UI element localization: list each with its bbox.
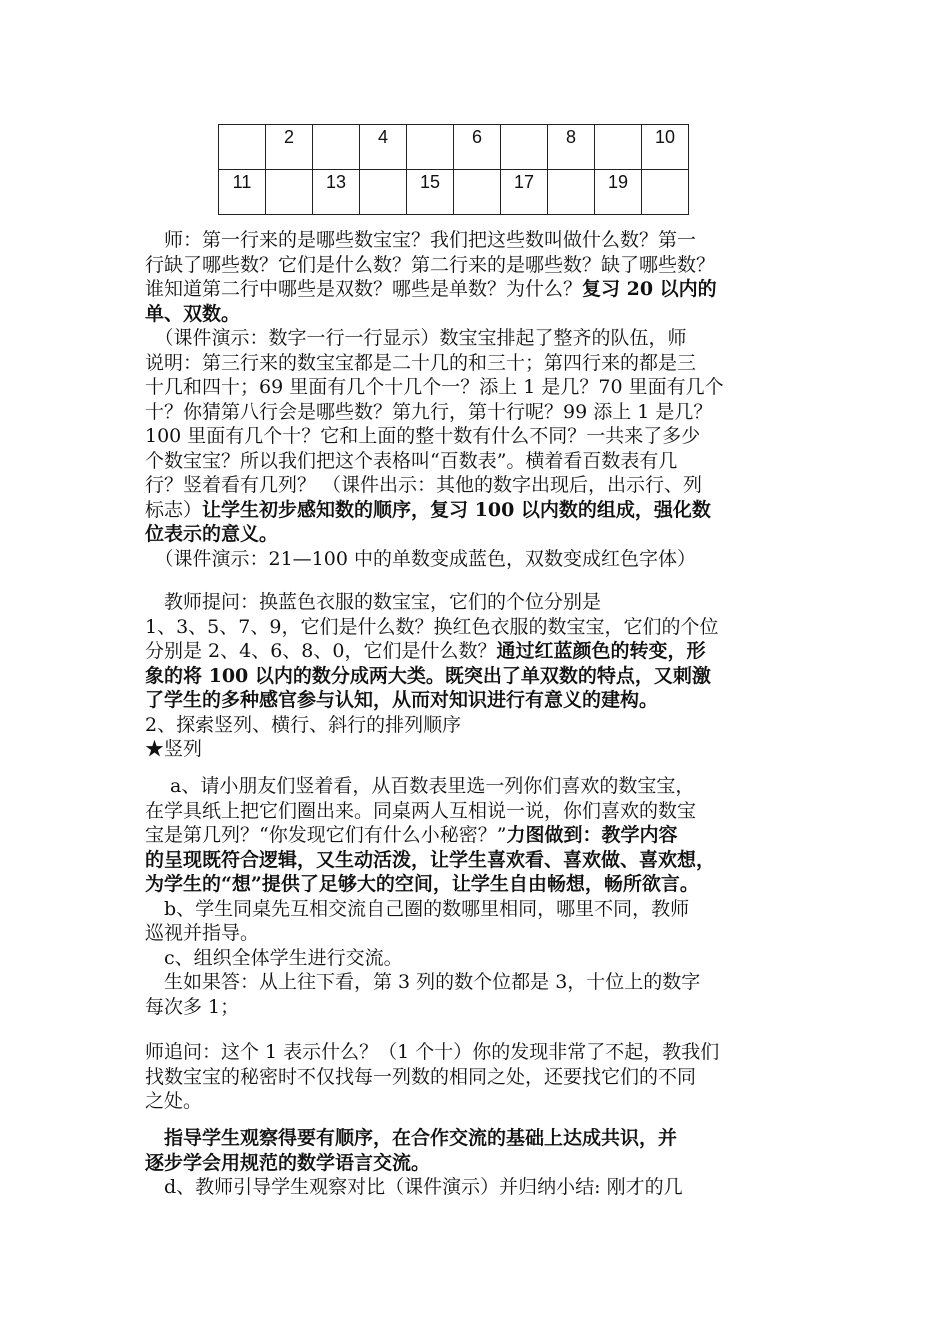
table-cell [595, 170, 642, 215]
table-cell [219, 170, 266, 215]
table-cell [595, 125, 642, 170]
table-cell [501, 125, 548, 170]
bold-text: 指导学生观察得要有顺序，在合作交流的基础上达成共识，并 [145, 1127, 678, 1149]
bold-text: 了学生的多种感官参与认知，从而对知识进行有意义的建构。 [145, 689, 659, 711]
table-cell [313, 125, 360, 170]
text-run: 十几和四十；69 里面有几个十几个一？添上 1 是几？70 里面有几个 [145, 376, 724, 398]
bold-text: 复习 20 以内的 [582, 278, 717, 300]
cell-number: 6 [471, 127, 482, 147]
text-run: 1、3、5、7、9，它们是什么数？换红色衣服的数宝宝，它们的个位 [145, 615, 719, 638]
text-run: c、组织全体学生进行交流。 [145, 946, 403, 969]
cell-number: 10 [654, 127, 676, 147]
text-line [145, 1126, 815, 1151]
text-line [145, 424, 815, 449]
text-run: 100 里面有几个十？它和上面的整十数有什么不同？一共来了多少 [145, 425, 701, 447]
text-line [145, 375, 815, 400]
text-run: 每次多 1； [145, 995, 240, 1018]
bold-text: 的呈现既符合逻辑，又生动活泼，让学生喜欢看、喜欢做、喜欢想， [145, 848, 716, 871]
paragraph-block [145, 1126, 815, 1200]
text-line [145, 302, 815, 327]
text-run: （课件演示：21—100 中的单数变成蓝色，双数变成红色字体） [145, 547, 696, 570]
cell-number: 11 [232, 172, 252, 192]
text-line [145, 473, 815, 498]
bold-text: 力图做到：教学内容 [506, 824, 678, 846]
text-run: 标志） [145, 498, 203, 521]
bold-text: 单、双数。 [145, 302, 241, 325]
text-line [145, 590, 815, 615]
table-cell [313, 170, 360, 215]
text-line [145, 737, 815, 762]
number-table [218, 124, 689, 215]
table-cell [360, 170, 407, 215]
text-run: ★竖列 [145, 738, 203, 760]
table-cell [219, 125, 266, 170]
text-line [145, 351, 815, 376]
table-cell [266, 170, 313, 215]
table-row [219, 125, 689, 170]
text-line [145, 277, 815, 302]
table-cell [360, 125, 407, 170]
cell-number: 15 [419, 172, 441, 192]
cell-number: 2 [283, 127, 294, 147]
text-run: 师追问：这个 1 表示什么？（1 个十）你的发现非常了不起，教我们 [145, 1041, 720, 1063]
text-line [145, 995, 815, 1020]
text-line [145, 498, 815, 523]
text-line [145, 921, 815, 946]
text-line [145, 326, 815, 351]
table-cell [407, 125, 454, 170]
table-cell [454, 170, 501, 215]
text-run: d、教师引导学生观察对比（课件演示）并归纳小结: 刚才的几 [145, 1176, 683, 1198]
text-line [145, 1089, 815, 1114]
bold-text: 让学生初步感知数的顺序，复习 100 以内数的组成，强化数 [202, 498, 711, 521]
bold-text: 通过红蓝颜色的转变，形 [496, 640, 706, 662]
cell-number: 8 [565, 127, 576, 147]
text-line [145, 848, 815, 873]
text-run: 谁知道第二行中哪些是双数？哪些是单数？为什么？ [145, 278, 583, 300]
text-run: 2、探索竖列、横行、斜行的排列顺序 [145, 713, 462, 736]
table-cell [501, 170, 548, 215]
text-run: 说明：第三行来的数宝宝都是二十几的和三十；第四行来的都是三 [145, 351, 697, 374]
paragraph-block [145, 774, 815, 1019]
text-line [145, 400, 815, 425]
bold-text: 逐步学会用规范的数学语言交流。 [145, 1151, 431, 1174]
table-cell [548, 170, 595, 215]
cell-number: 17 [513, 172, 535, 192]
text-line [145, 228, 815, 253]
text-run: b、学生同桌先互相交流自己圈的数哪里相同，哪里不同，教师 [145, 897, 690, 920]
bold-text: 象的将 100 以内的数分成两大类。既突出了单双数的特点，又刺激 [145, 664, 711, 687]
text-line [145, 872, 815, 897]
text-run: 师：第一行来的是哪些数宝宝？我们把这些数叫做什么数？第一 [145, 229, 697, 251]
text-line [145, 823, 815, 848]
text-line [145, 897, 815, 922]
text-run: a、请小朋友们竖着看，从百数表里选一列你们喜欢的数宝宝， [145, 775, 695, 797]
bold-text: 位表示的意义。 [145, 523, 279, 545]
text-line [145, 774, 815, 799]
text-line [145, 253, 815, 278]
text-line [145, 1151, 815, 1176]
text-line [145, 688, 815, 713]
text-run: 之处。 [145, 1090, 203, 1112]
text-run: 行？竖着看有几列？ （课件出示：其他的数字出现后，出示行、列 [145, 474, 703, 496]
text-run: 宝是第几列？“你发现它们有什么小秘密？” [145, 824, 507, 846]
table-cell [454, 125, 501, 170]
text-line [145, 1040, 815, 1065]
text-line [145, 639, 815, 664]
text-run: 生如果答：从上往下看，第 3 列的数个位都是 3，十位上的数字 [145, 971, 701, 993]
table-row [219, 170, 689, 215]
text-run: 十？你猜第八行会是哪些数？第九行，第十行呢？99 添上 1 是几？ [145, 400, 713, 423]
text-line [145, 664, 815, 689]
text-line [145, 970, 815, 995]
text-line [145, 522, 815, 547]
cell-number: 4 [377, 127, 388, 147]
text-line [145, 946, 815, 971]
text-line [145, 1065, 815, 1090]
text-run: 教师提问：换蓝色衣服的数宝宝，它们的个位分别是 [145, 591, 602, 613]
text-run: 行缺了哪些数？它们是什么数？第二行来的是哪些数？缺了哪些数？ [145, 253, 716, 276]
text-run: 在学具纸上把它们圈出来。同桌两人互相说一说，你们喜欢的数宝 [145, 799, 697, 822]
text-run: 巡视并指导。 [145, 922, 260, 944]
text-line [145, 615, 815, 640]
paragraph-block [145, 228, 815, 571]
text-line [145, 449, 815, 474]
text-run: 分别是 2、4、6、8、0，它们是什么数？ [145, 640, 497, 662]
paragraph-block [145, 590, 815, 762]
text-line [145, 547, 815, 572]
bold-text: 为学生的“想”提供了足够大的空间，让学生自由畅想，畅所欲言。 [145, 873, 699, 895]
table-cell [642, 170, 689, 215]
table-cell [642, 125, 689, 170]
paragraph-block [145, 1040, 815, 1114]
text-run: 个数宝宝？所以我们把这个表格叫“百数表”。横着看百数表有几 [145, 449, 678, 472]
cell-number: 19 [607, 172, 629, 192]
cell-number: 13 [325, 172, 347, 192]
table-cell [407, 170, 454, 215]
table-cell [548, 125, 595, 170]
text-line [145, 713, 815, 738]
text-line [145, 1175, 815, 1200]
table-cell [266, 125, 313, 170]
text-line [145, 799, 815, 824]
text-run: 找数宝宝的秘密时不仅找每一列数的相同之处，还要找它们的不同 [145, 1065, 697, 1088]
text-run: （课件演示：数字一行一行显示）数宝宝排起了整齐的队伍，师 [145, 327, 687, 349]
